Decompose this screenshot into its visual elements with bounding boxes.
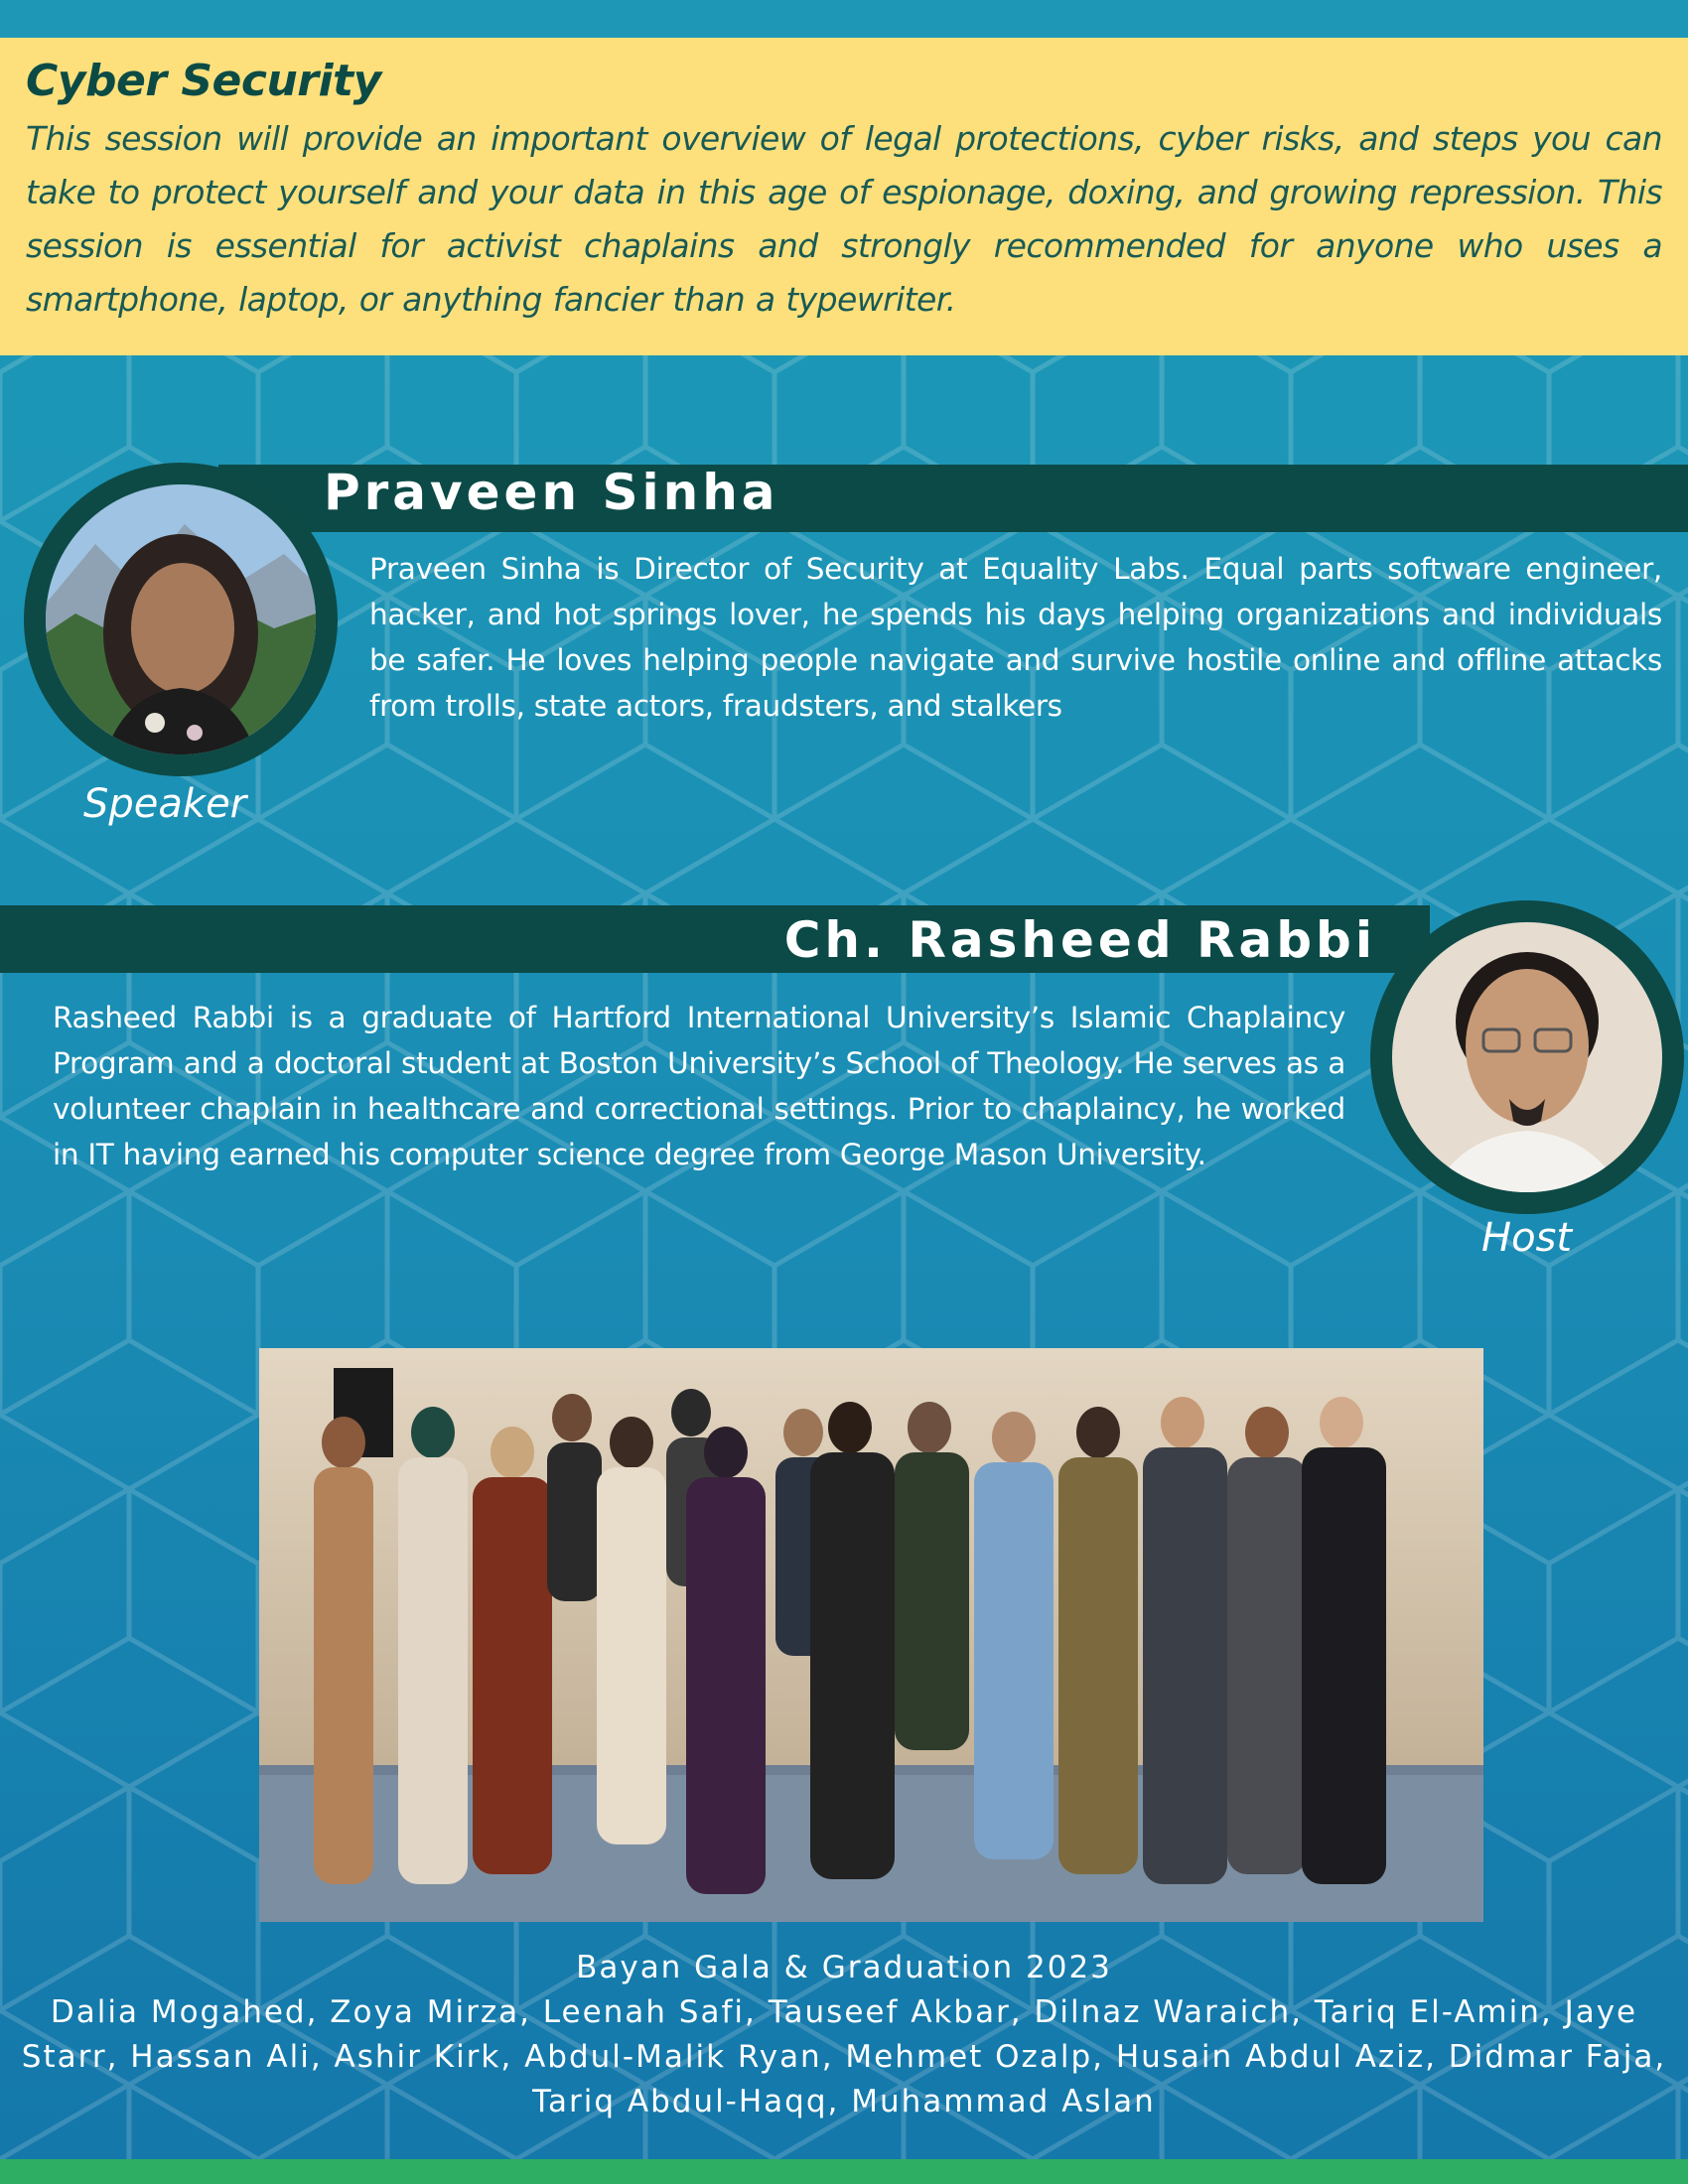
photo-caption [20,1946,1668,2124]
host-avatar [1370,900,1684,1214]
host-name: Ch. Rasheed Rabbi [783,911,1376,969]
speaker-role-label: Speaker [83,781,247,827]
photo-caption-title: Bayan Gala & Graduation 2023 [576,1950,1112,1985]
speaker-avatar [24,463,338,776]
speaker-bio: Praveen Sinha is Director of Security at Equality Labs. Equal parts software engineer, hacker, and hot springs lover, he spends his days helping organizations and individuals be safer. He loves helping people navigate and survive hostile online and offline attacks from trolls, state actors, fraudsters, and stalkers [369,552,1662,723]
group-photo-image [259,1348,1483,1922]
host-photo [1392,922,1662,1192]
session-description: This session will provide an important overview of legal protections, cyber risks, and steps you can take to protect yourself and your data in this age of espionage, doxing, and growing repression. This session is essential for activist chaplains and strongly recommended for anyone who uses a smartphone, laptop, or anything fancier than a typewriter. [26,119,1662,319]
session-banner [0,38,1688,355]
top-band [0,0,1688,38]
session-title: Cyber Security [26,56,381,106]
group-photo [259,1348,1483,1922]
host-portrait-icon [1392,922,1662,1192]
host-bio: Rasheed Rabbi is a graduate of Hartford International University’s Islamic Chaplaincy Program and a doctoral student at Boston University’s School of Theology. He serves as a volunteer chaplain in healthcare and correctional settings. Prior to chaplaincy, he worked in IT having earned his computer science degree from George Mason University. [53,1001,1345,1171]
host-role-label: Host [1481,1215,1573,1261]
speaker-portrait-icon [46,484,316,754]
speaker-name: Praveen Sinha [324,464,779,521]
speaker-photo [46,484,316,754]
photo-caption-names: Dalia Mogahed, Zoya Mirza, Leenah Safi, Tauseef Akbar, Dilnaz Waraich, Tariq El-Amin, Jaye Starr, Hassan Ali, Ashir Kirk, Abdul-Malik Ryan, Mehmet Ozalp, Husain Abdul Aziz, Didmar Faja, Tariq Abdul-Haqq, Muhammad Aslan [21,1994,1667,2119]
footer-bar [0,2159,1688,2184]
